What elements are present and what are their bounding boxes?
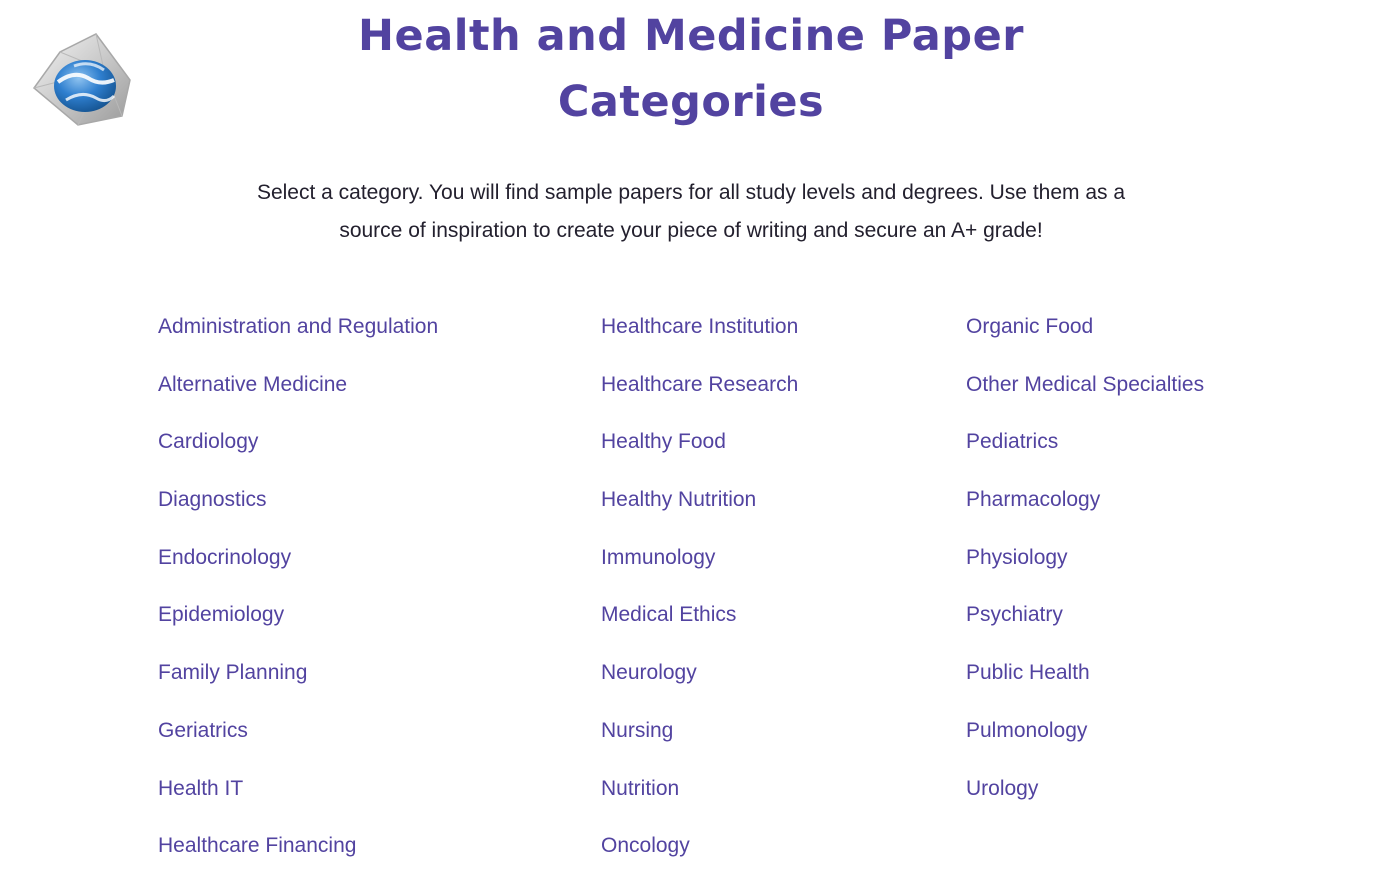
list-item [158, 423, 438, 481]
category-link[interactable]: Other Medical Specialties [966, 372, 1205, 396]
category-link[interactable]: Physiology [966, 545, 1068, 569]
list-item [601, 827, 798, 883]
category-link[interactable]: Administration and Regulation [158, 315, 439, 338]
list-item [966, 366, 1204, 424]
list-item [601, 423, 798, 481]
list-item [966, 596, 1204, 654]
list-item [158, 654, 438, 712]
category-link[interactable]: Neurology [601, 661, 697, 685]
category-link[interactable]: Healthy Nutrition [601, 488, 757, 512]
list-item [966, 712, 1204, 770]
list-item [601, 770, 798, 828]
list-item [158, 308, 438, 366]
category-link[interactable]: Public Health [966, 661, 1090, 685]
list-item [601, 539, 798, 597]
category-link[interactable]: Alternative Medicine [158, 372, 348, 396]
category-link[interactable]: Cardiology [158, 430, 259, 454]
category-link[interactable]: Pulmonology [966, 718, 1088, 742]
list-item [601, 596, 798, 654]
list-item [158, 770, 438, 828]
list-item [601, 654, 798, 712]
category-link[interactable]: Endocrinology [158, 545, 292, 569]
category-link[interactable]: Urology [966, 776, 1039, 800]
category-link[interactable]: Immunology [601, 545, 716, 569]
intro-text [241, 174, 1141, 250]
list-item [966, 770, 1204, 828]
category-link[interactable]: Epidemiology [158, 603, 285, 627]
category-link[interactable]: Oncology [601, 834, 690, 858]
category-column-2 [601, 308, 798, 883]
list-item [966, 308, 1204, 366]
category-link[interactable]: Pediatrics [966, 430, 1059, 454]
list-item [601, 712, 798, 770]
page-title-line-2: Categories [557, 77, 825, 127]
list-item [966, 481, 1204, 539]
list-item [158, 366, 438, 424]
list-item [966, 539, 1204, 597]
list-item [966, 423, 1204, 481]
category-link[interactable]: Nursing [601, 718, 674, 742]
intro-line-2: source of inspiration to create your piece of writing and secure an A+ grade! [339, 219, 1043, 242]
category-link[interactable]: Family Planning [158, 661, 308, 685]
list-item [158, 481, 438, 539]
category-link[interactable]: Medical Ethics [601, 603, 737, 627]
category-column-3 [966, 308, 1204, 827]
list-item [966, 654, 1204, 712]
category-link[interactable]: Health IT [158, 776, 244, 800]
list-item [601, 481, 798, 539]
category-link[interactable]: Diagnostics [158, 488, 267, 512]
category-link[interactable]: Healthcare Research [601, 372, 799, 396]
category-link[interactable]: Nutrition [601, 776, 680, 800]
intro-line-1: Select a category. You will find sample papers for all study levels and degrees. Use them as a [256, 181, 1126, 204]
list-item [158, 596, 438, 654]
list-item [158, 539, 438, 597]
list-item [601, 308, 798, 366]
page-title [0, 3, 1382, 135]
list-item [601, 366, 798, 424]
list-item [158, 827, 438, 883]
category-link[interactable]: Healthcare Institution [601, 315, 799, 338]
category-link[interactable]: Healthy Food [601, 430, 726, 454]
list-item [158, 712, 438, 770]
category-link[interactable]: Healthcare Financing [158, 834, 357, 858]
category-link[interactable]: Organic Food [966, 315, 1094, 338]
category-link[interactable]: Geriatrics [158, 718, 248, 742]
category-column-1 [158, 308, 438, 883]
category-link[interactable]: Psychiatry [966, 603, 1063, 627]
category-link[interactable]: Pharmacology [966, 488, 1101, 512]
page-title-line-1: Health and Medicine Paper [358, 11, 1024, 61]
